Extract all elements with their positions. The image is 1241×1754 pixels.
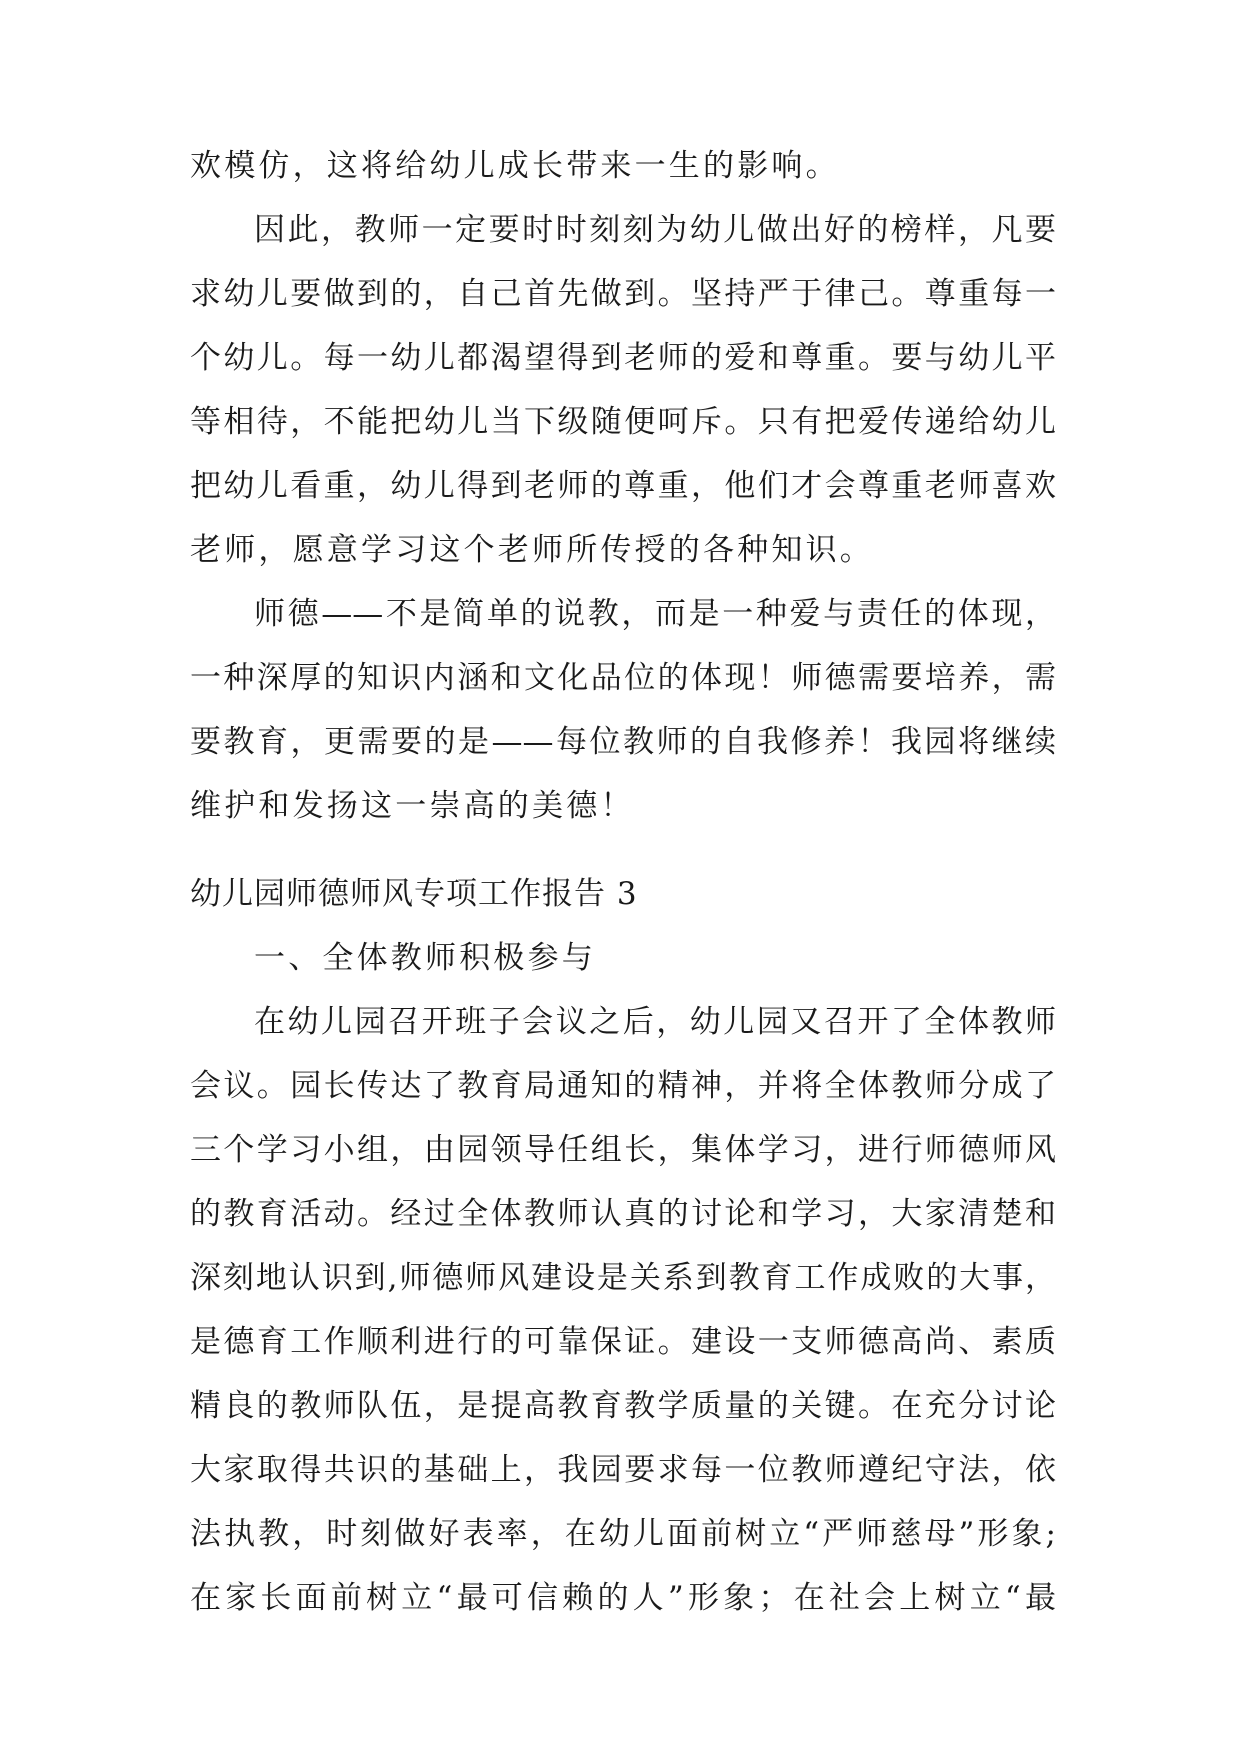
text-line: 要教育，更需要的是——每位教师的自我修养！我园将继续: [190, 724, 1056, 760]
text-line: 三个学习小组，由园领导任组长，集体学习，进行师德师风: [190, 1132, 1056, 1168]
text-line: 因此，教师一定要时时刻刻为幼儿做出好的榜样，凡要: [254, 212, 1056, 248]
text-line: 是德育工作顺利进行的可靠保证。建设一支师德高尚、素质: [190, 1324, 1056, 1360]
text-line: 求幼儿要做到的，自己首先做到。坚持严于律己。尊重每一: [190, 276, 1056, 312]
text-line: 师德——不是简单的说教，而是一种爱与责任的体现，: [254, 596, 1056, 632]
text-line: 在幼儿园召开班子会议之后，幼儿园又召开了全体教师: [254, 1004, 1056, 1040]
text-line: 等相待，不能把幼儿当下级随便呵斥。只有把爱传递给幼儿: [190, 404, 1056, 440]
text-line: 的教育活动。经过全体教师认真的讨论和学习，大家清楚和: [190, 1196, 1056, 1232]
text-line: 维护和发扬这一崇高的美德！: [190, 788, 635, 824]
paragraph-respect: [190, 198, 1056, 582]
section-title-block: [190, 862, 1056, 926]
subheading: 一、全体教师积极参与: [254, 940, 596, 976]
paragraph-ethics: [190, 582, 1056, 838]
text-line: 精良的教师队伍，是提高教育教学质量的关键。在充分讨论: [190, 1388, 1056, 1424]
text-line: 在家长面前树立“最可信赖的人”形象；在社会上树立“最: [190, 1580, 1056, 1616]
text-line: 个幼儿。每一幼儿都渴望得到老师的爱和尊重。要与幼儿平: [190, 340, 1056, 376]
text-line: 会议。园长传达了教育局通知的精神，并将全体教师分成了: [190, 1068, 1056, 1104]
intro-paragraph: [190, 134, 1056, 198]
subheading-block: [190, 926, 1056, 990]
text-line: 老师，愿意学习这个老师所传授的各种知识。: [190, 532, 874, 568]
text-line: 大家取得共识的基础上，我园要求每一位教师遵纪守法，依: [190, 1452, 1056, 1488]
paragraph-participation: [190, 990, 1056, 1630]
text-line: 法执教，时刻做好表率，在幼儿面前树立“严师慈母”形象;: [190, 1516, 1056, 1552]
text-line: 把幼儿看重，幼儿得到老师的尊重，他们才会尊重老师喜欢: [190, 468, 1056, 504]
text-line: 欢模仿，这将给幼儿成长带来一生的影响。: [190, 148, 840, 184]
text-line: 一种深厚的知识内涵和文化品位的体现！师德需要培养，需: [190, 660, 1056, 696]
text-line: 深刻地认识到,师德师风建设是关系到教育工作成败的大事，: [190, 1260, 1056, 1296]
section-title: 幼儿园师德师风专项工作报告 3: [190, 876, 638, 912]
